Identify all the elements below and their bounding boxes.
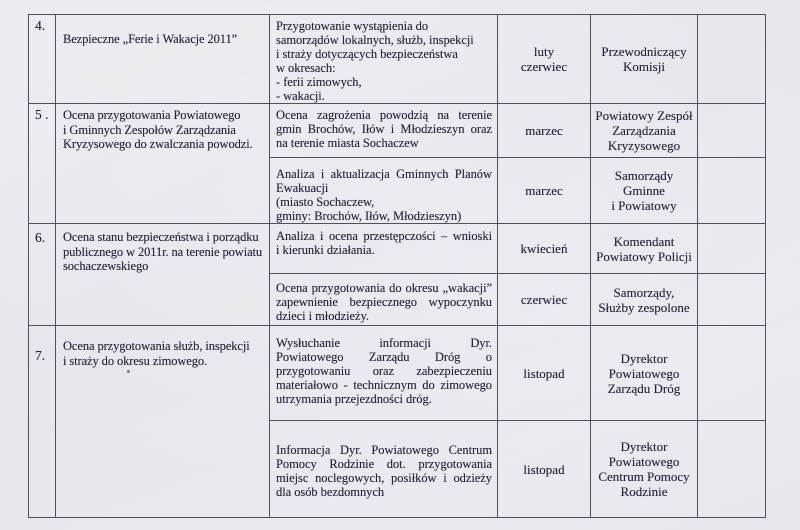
- text-line: Bezpieczne „Ferie i Wakacje 2011”: [63, 32, 238, 46]
- text-line: listopad: [523, 365, 565, 381]
- text-line: dzieci i młodzieży.: [276, 309, 369, 323]
- cell-notes-5b: [698, 158, 766, 224]
- text-line: Kryzysowego do zwalczania powodzi.: [63, 137, 253, 151]
- cell-task-5: [56, 104, 270, 224]
- text-line: Powiatowego: [608, 454, 680, 469]
- text-line: listopad: [523, 461, 565, 477]
- text-line: Zarządzania: [612, 123, 676, 138]
- text-line: - wakacji.: [276, 89, 325, 103]
- text-line: marzec: [525, 123, 563, 138]
- cell-term-7a: [498, 326, 591, 421]
- text-line: samorządów lokalnych, służb, inspekcji: [276, 33, 474, 47]
- text-line: Powiatowego: [608, 365, 680, 381]
- text-line: marzec: [525, 183, 563, 198]
- text-line: (miasto Sochaczew,: [276, 195, 375, 209]
- cell-responsible-7b: [591, 421, 698, 518]
- cell-notes-5a: [698, 104, 766, 158]
- text-line: Komendant: [613, 233, 675, 249]
- cell-notes-6b: [698, 274, 766, 326]
- cell-no-5: 5 .: [29, 104, 56, 224]
- text-line: Kryzysowego: [607, 138, 681, 153]
- text-line: zapewnienie bezpiecznego wypoczynku: [276, 295, 492, 309]
- cell-no-7: 7.: [29, 326, 56, 518]
- text-line: kwiecień: [520, 241, 568, 256]
- cell-task-7: [56, 326, 270, 518]
- cell-responsible-4a: [591, 15, 698, 104]
- text-line: utrzymania przejezdności dróg.: [276, 392, 432, 406]
- cell-task-4: [56, 15, 270, 104]
- cell-action-4a: [270, 15, 498, 104]
- text-line: w okresach:: [276, 61, 336, 75]
- text-line: Rodzinie: [620, 484, 668, 499]
- text-line: i straży do okresu zimowego.: [63, 353, 208, 368]
- text-line: Służby zespolone: [598, 299, 690, 315]
- text-line: Powiatowy Policji: [596, 248, 692, 264]
- cell-task-6: [56, 224, 270, 326]
- cell-responsible-7a: [591, 326, 698, 421]
- text-line: Ocena stanu bezpieczeństwa i porządku: [63, 230, 259, 244]
- text-line: Zarządu Dróg: [607, 380, 681, 396]
- text-line: Ocena przygotowania do okresu „wakacji”: [276, 281, 492, 295]
- text-line: Gminne: [623, 183, 665, 198]
- cell-term-5a: [498, 104, 591, 158]
- scan-speck-artifact: [127, 370, 130, 373]
- work-plan-table: [28, 14, 766, 518]
- text-line: na terenie miasta Sochaczew: [276, 136, 419, 150]
- text-line: Centrum Pomocy: [598, 469, 690, 484]
- text-line: luty: [533, 44, 555, 59]
- cell-notes-4a: [698, 15, 766, 104]
- text-line: sochaczewskiego: [63, 259, 149, 273]
- text-line: i straży dotyczących bezpieczeństwa: [276, 47, 458, 61]
- text-line: - ferii zimowych,: [276, 75, 362, 89]
- text-line: miejsc noclegowych, posiłków i odzieży: [276, 470, 492, 485]
- text-line: Ocena zagrożenia powodzią na terenie: [276, 108, 492, 122]
- cell-term-4a: [498, 15, 591, 104]
- cell-notes-6a: [698, 224, 766, 274]
- text-line: Ocena przygotowania służb, inspekcji: [63, 339, 250, 353]
- text-line: Powiatowy Zespół: [595, 108, 693, 123]
- text-line: Wysłuchanie informacji Dyr.: [276, 336, 492, 350]
- text-line: Analiza i ocena przestępczości – wnioski: [276, 229, 492, 243]
- cell-responsible-5a: [591, 104, 698, 158]
- cell-action-6a: [270, 224, 498, 274]
- text-line: i Powiatowy: [611, 198, 677, 213]
- text-line: Przewodniczący: [601, 44, 687, 59]
- text-line: i Gminnych Zespołów Zarządzania: [63, 122, 236, 137]
- text-line: Powiatowego Zarządu Dróg o: [276, 350, 492, 364]
- text-line: Ewakuacji: [276, 181, 329, 195]
- text-line: publicznego w 2011r. na terenie powiatu: [63, 244, 263, 259]
- text-line: i kierunki działania.: [276, 243, 375, 257]
- text-line: Komisji: [623, 59, 665, 74]
- cell-term-7b: [498, 421, 591, 518]
- cell-responsible-5b: [591, 158, 698, 224]
- cell-action-5a: [270, 104, 498, 158]
- cell-action-5b: [270, 158, 498, 224]
- text-line: Dyrektor: [620, 439, 668, 454]
- cell-action-7a: [270, 326, 498, 421]
- cell-action-7b: [270, 421, 498, 518]
- cell-notes-7b: [698, 421, 766, 518]
- text-line: Analiza i aktualizacja Gminnych Planów: [276, 167, 492, 181]
- text-line: Pomocy Rodzinie dot. przygotowania: [276, 456, 492, 471]
- text-line: Przygotowanie wystąpienia do: [276, 19, 429, 33]
- cell-term-6b: [498, 274, 591, 326]
- cell-responsible-6b: [591, 274, 698, 326]
- text-line: czerwiec: [520, 59, 568, 74]
- text-line: czerwiec: [520, 292, 568, 307]
- text-line: Dyrektor: [620, 350, 668, 366]
- text-line: dla osób bezdomnych: [276, 484, 385, 499]
- cell-no-6: 6.: [29, 224, 56, 326]
- text-line: materiałowo - technicznym do zimowego: [276, 378, 492, 392]
- cell-notes-7a: [698, 326, 766, 421]
- cell-term-5b: [498, 158, 591, 224]
- text-line: gminy: Brochów, Iłów, Młodzieszyn): [276, 209, 462, 223]
- cell-responsible-6a: [591, 224, 698, 274]
- text-line: gmin Brochów, Iłów i Młodzieszyn oraz: [276, 122, 492, 136]
- text-line: przygotowaniu oraz zabezpieczeniu: [276, 364, 492, 378]
- text-line: Samorządy: [614, 168, 674, 183]
- text-line: Ocena przygotowania Powiatowego: [63, 108, 241, 122]
- cell-no-4: 4.: [29, 15, 56, 104]
- cell-action-6b: [270, 274, 498, 326]
- text-line: Samorządy,: [613, 284, 675, 300]
- cell-term-6a: [498, 224, 591, 274]
- text-line: Informacja Dyr. Powiatowego Centrum: [276, 442, 492, 457]
